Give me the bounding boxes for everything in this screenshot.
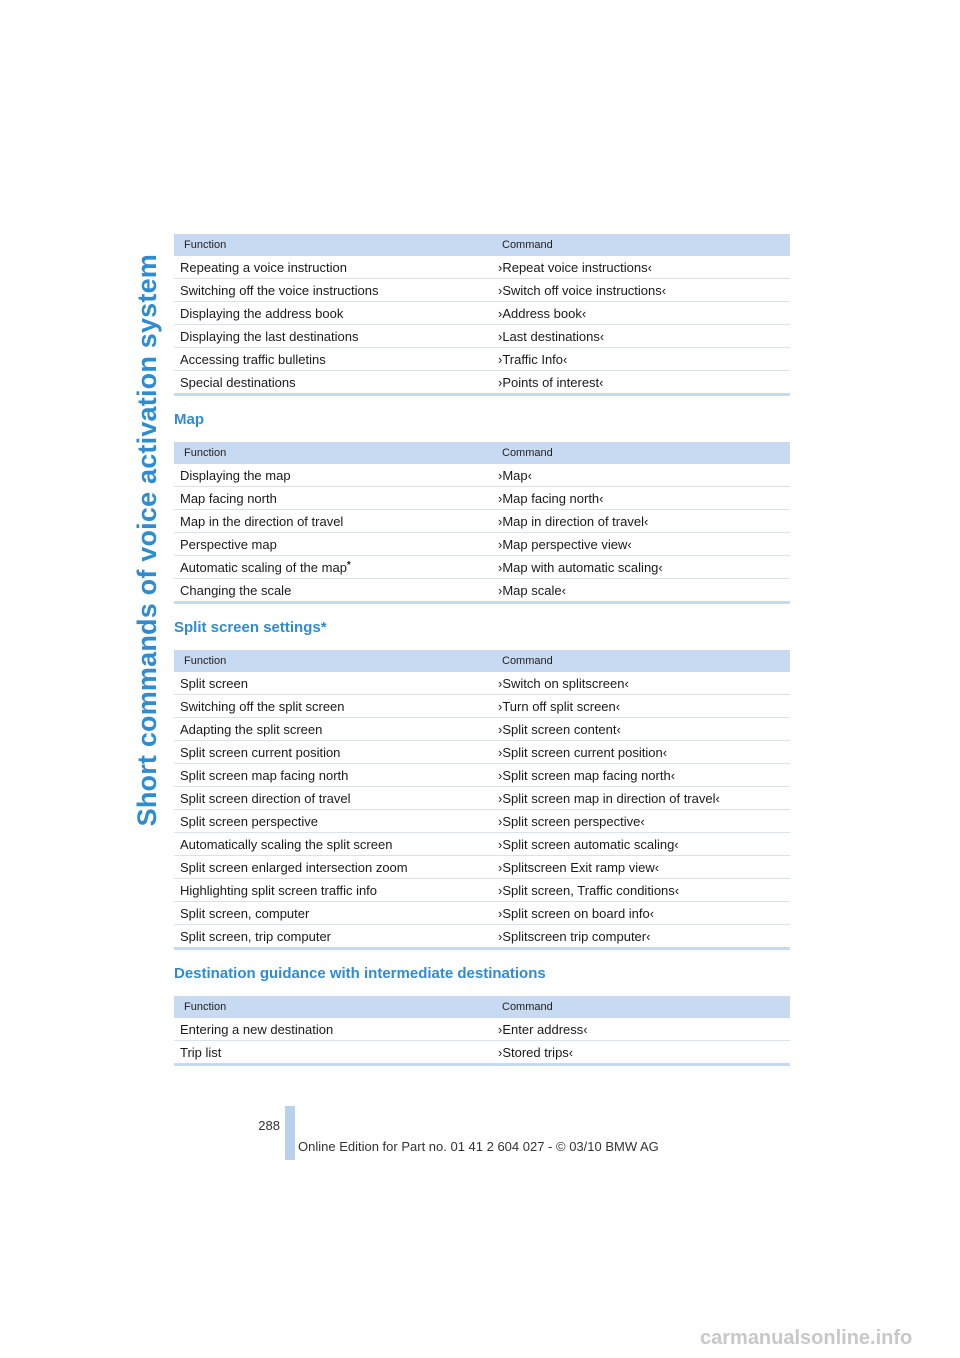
function-cell: Displaying the address book <box>174 302 492 325</box>
footer-accent-bar <box>285 1106 295 1160</box>
voice-commands-table <box>174 234 790 396</box>
table-row <box>174 764 790 787</box>
function-cell: Split screen map facing north <box>174 764 492 787</box>
map-commands-table <box>174 442 790 604</box>
table-row <box>174 464 790 487</box>
command-cell: ›Map with automatic scaling‹ <box>492 556 790 579</box>
table-row <box>174 256 790 279</box>
optional-equipment-star: * <box>346 559 351 571</box>
edition-notice: Online Edition for Part no. 01 41 2 604 027 - © 03/10 BMW AG <box>298 1139 659 1154</box>
command-cell: ›Split screen map in direction of travel‹ <box>492 787 790 810</box>
column-header-function: Function <box>174 234 492 256</box>
column-header-function: Function <box>174 996 492 1018</box>
command-cell: ›Map facing north‹ <box>492 487 790 510</box>
function-cell: Repeating a voice instruction <box>174 256 492 279</box>
table-row <box>174 810 790 833</box>
section-heading-split-screen: Split screen settings* <box>174 619 327 636</box>
table-header-row <box>174 234 790 256</box>
column-header-command: Command <box>492 442 790 464</box>
table-row <box>174 718 790 741</box>
column-header-command: Command <box>492 234 790 256</box>
table-row <box>174 856 790 879</box>
table-header-row <box>174 996 790 1018</box>
command-cell: ›Points of interest‹ <box>492 371 790 395</box>
command-cell: ›Split screen automatic scaling‹ <box>492 833 790 856</box>
table-row <box>174 533 790 556</box>
function-cell: Special destinations <box>174 371 492 395</box>
page-number: 288 <box>258 1118 280 1133</box>
function-cell: Trip list <box>174 1041 492 1065</box>
function-cell: Split screen enlarged intersection zoom <box>174 856 492 879</box>
command-cell: ›Repeat voice instructions‹ <box>492 256 790 279</box>
command-cell: ›Map scale‹ <box>492 579 790 603</box>
command-cell: ›Splitscreen trip computer‹ <box>492 925 790 949</box>
function-cell: Highlighting split screen traffic info <box>174 879 492 902</box>
table-row <box>174 487 790 510</box>
command-cell: ›Map in direction of travel‹ <box>492 510 790 533</box>
function-cell: Accessing traffic bulletins <box>174 348 492 371</box>
table-row <box>174 1018 790 1041</box>
function-cell: Changing the scale <box>174 579 492 603</box>
function-cell: Entering a new destination <box>174 1018 492 1041</box>
function-cell: Map facing north <box>174 487 492 510</box>
table-row <box>174 325 790 348</box>
table-row <box>174 371 790 395</box>
table-row <box>174 556 790 579</box>
command-cell: ›Switch off voice instructions‹ <box>492 279 790 302</box>
section-heading-map: Map <box>174 411 204 428</box>
table-row <box>174 510 790 533</box>
function-cell: Map in the direction of travel <box>174 510 492 533</box>
side-chapter-title <box>132 230 162 850</box>
command-cell: ›Turn off split screen‹ <box>492 695 790 718</box>
table-header-row <box>174 650 790 672</box>
table-row <box>174 879 790 902</box>
function-cell: Split screen perspective <box>174 810 492 833</box>
column-header-command: Command <box>492 996 790 1018</box>
command-cell: ›Splitscreen Exit ramp view‹ <box>492 856 790 879</box>
function-cell: Switching off the split screen <box>174 695 492 718</box>
table-row <box>174 672 790 695</box>
table-row <box>174 741 790 764</box>
side-chapter-title-text: Short commands of voice activation system <box>131 253 162 827</box>
table-row <box>174 695 790 718</box>
table-row <box>174 348 790 371</box>
command-cell: ›Enter address‹ <box>492 1018 790 1041</box>
table-row <box>174 302 790 325</box>
function-text: Automatic scaling of the map <box>180 559 347 575</box>
command-cell: ›Split screen map facing north‹ <box>492 764 790 787</box>
command-cell: ›Traffic Info‹ <box>492 348 790 371</box>
function-cell: Split screen <box>174 672 492 695</box>
destination-guidance-commands-table <box>174 996 790 1066</box>
command-cell: ›Map perspective view‹ <box>492 533 790 556</box>
site-watermark: carmanualsonline.info <box>700 1327 913 1349</box>
table-row <box>174 279 790 302</box>
column-header-function: Function <box>174 650 492 672</box>
function-cell: Switching off the voice instructions <box>174 279 492 302</box>
command-cell: ›Split screen current position‹ <box>492 741 790 764</box>
command-cell: ›Split screen perspective‹ <box>492 810 790 833</box>
table-row <box>174 833 790 856</box>
function-cell: Displaying the last destinations <box>174 325 492 348</box>
function-cell: Split screen current position <box>174 741 492 764</box>
function-cell: Automatically scaling the split screen <box>174 833 492 856</box>
function-cell: Split screen, computer <box>174 902 492 925</box>
command-cell: ›Switch on splitscreen‹ <box>492 672 790 695</box>
column-header-function: Function <box>174 442 492 464</box>
table-row <box>174 925 790 949</box>
section-heading-destination-guidance: Destination guidance with intermediate destinations <box>174 965 546 982</box>
table-row <box>174 1041 790 1065</box>
function-cell: Split screen, trip computer <box>174 925 492 949</box>
command-cell: ›Address book‹ <box>492 302 790 325</box>
function-cell: Displaying the map <box>174 464 492 487</box>
column-header-command: Command <box>492 650 790 672</box>
command-cell: ›Stored trips‹ <box>492 1041 790 1065</box>
function-cell: Adapting the split screen <box>174 718 492 741</box>
table-header-row <box>174 442 790 464</box>
command-cell: ›Last destinations‹ <box>492 325 790 348</box>
split-screen-commands-table <box>174 650 790 950</box>
page-content <box>174 234 790 1066</box>
function-cell-with-marker <box>174 556 492 579</box>
table-row <box>174 787 790 810</box>
function-cell: Perspective map <box>174 533 492 556</box>
table-row <box>174 579 790 603</box>
table-row <box>174 902 790 925</box>
command-cell: ›Split screen content‹ <box>492 718 790 741</box>
function-cell: Split screen direction of travel <box>174 787 492 810</box>
command-cell: ›Map‹ <box>492 464 790 487</box>
command-cell: ›Split screen, Traffic conditions‹ <box>492 879 790 902</box>
command-cell: ›Split screen on board info‹ <box>492 902 790 925</box>
